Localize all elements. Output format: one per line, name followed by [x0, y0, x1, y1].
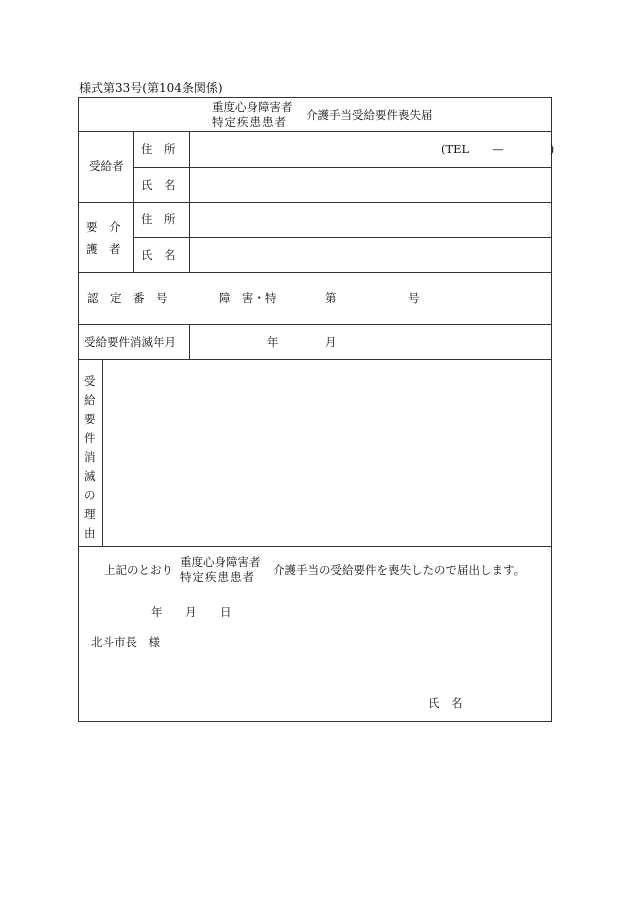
title-suffix: 介護手当受給要件喪失届: [306, 108, 433, 122]
reason-field[interactable]: [104, 361, 550, 545]
extinction-year-label: 年: [267, 335, 279, 349]
reason-label-char: 滅: [84, 469, 96, 483]
extinction-month-label: 月: [325, 335, 337, 349]
addressee: 北斗市長 様: [91, 635, 160, 649]
reason-label-char: 消: [84, 450, 96, 464]
reason-label-char: 受: [84, 374, 96, 388]
certification-dai-text: 第: [325, 291, 337, 305]
recipient-section-label: 受給者: [89, 159, 124, 173]
declaration-type-line1: 重度心身障害者: [180, 555, 261, 569]
signature-name-label: 氏 名: [428, 696, 463, 710]
certification-go-text: 号: [408, 291, 420, 305]
reason-label-char: 給: [84, 393, 96, 407]
recipient-name-field[interactable]: [192, 168, 551, 202]
caregiver-section-label-line1: 要 介: [86, 220, 121, 234]
reason-label-char: の: [84, 488, 96, 502]
caregiver-address-label: 住 所: [141, 212, 176, 226]
declaration-year-label: 年: [151, 605, 163, 619]
recipient-tel-label: (TEL — ): [441, 142, 555, 156]
recipient-name-label: 氏 名: [141, 178, 176, 192]
reason-label-char: 要: [84, 412, 96, 426]
extinction-date-field[interactable]: [192, 325, 551, 359]
reason-label-char: 件: [84, 431, 96, 445]
extinction-date-label: 受給要件消滅年月: [84, 335, 176, 349]
certification-label: 認 定 番 号: [87, 291, 168, 305]
title-type-line1: 重度心身障害者: [212, 100, 293, 114]
form-number: 様式第33号(第104条関係): [79, 81, 223, 95]
reason-label-char: 理: [84, 507, 96, 521]
declaration-type-line2: 特定疾患患者: [180, 570, 255, 584]
caregiver-section-label-line2: 護 者: [86, 242, 121, 256]
caregiver-address-field[interactable]: [192, 203, 551, 237]
declaration-day-label: 日: [220, 605, 232, 619]
recipient-address-label: 住 所: [141, 142, 176, 156]
declaration-month-label: 月: [185, 605, 197, 619]
caregiver-name-field[interactable]: [192, 238, 551, 272]
declaration-prefix: 上記のとおり: [104, 563, 173, 577]
title-type-line2: 特定疾患患者: [212, 115, 287, 129]
declaration-suffix: 介護手当の受給要件を喪失したので届出します。: [273, 563, 526, 577]
caregiver-name-label: 氏 名: [141, 248, 176, 262]
certification-type-text: 障 害・特: [219, 291, 277, 305]
reason-label-char: 由: [84, 526, 96, 540]
